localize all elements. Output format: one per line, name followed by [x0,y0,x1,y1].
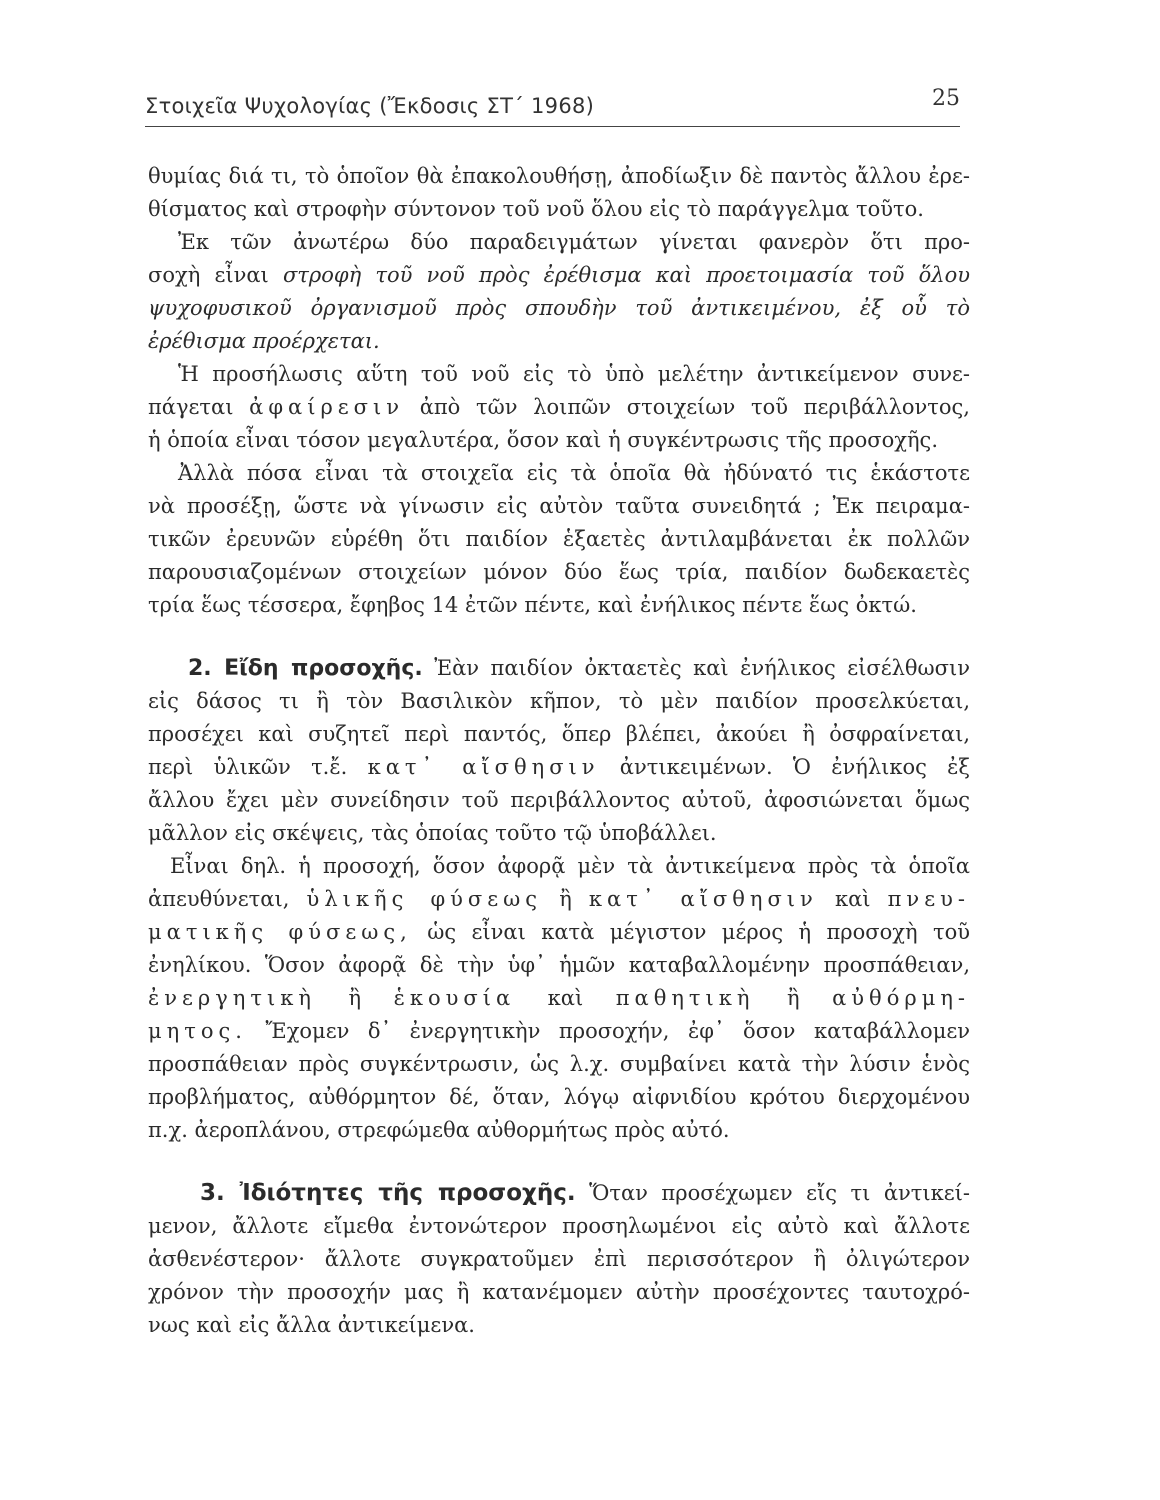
text-span: ὡς εἶναι κατὰ μέγιστον μέρος ἡ προσοχὴ τοῦ [427,920,970,944]
text-line: χρόνον τὴν προσοχήν μας ἢ κατανέμομεν αὐτὴν προσέχοντες ταυτοχρό- [148,1280,970,1304]
text-span: ἀπευθύνεται, [148,887,290,911]
text-span: Ἔχομεν δ᾽ ἐνεργητικὴν προσοχήν, ἐφ᾽ ὅσον καταβάλλομεν [265,1019,970,1043]
page-number: 25 [932,86,960,111]
text-line: μᾶλλον εἰς σκέψεις, τὰς ὁποίας τοῦτο τῷ ὑποβάλλει. [148,821,717,845]
running-title: Στοιχεῖα Ψυχολογίας (Ἔκδοσις ΣΤ΄ 1968) [145,94,595,118]
spaced-term: κατ᾽ αἴσθησιν [588,887,818,911]
spaced-term: ὑλικῆς φύσεως [306,887,543,911]
paragraph-kinds [148,850,970,1147]
paragraph-abstraction [148,358,970,457]
text-line [148,916,970,949]
text-span: ἢ [787,986,800,1010]
header-rule [145,126,960,127]
spaced-term: αὐθόρμη- [832,986,971,1010]
text-line: παρουσιαζομένων στοιχείων μόνον δύο ἕως τρία, παιδίον δωδεκαετὲς [148,560,970,584]
paragraph-definition [148,226,970,358]
text-line: νως καὶ εἰς ἄλλα ἀντικείμενα. [148,1313,475,1337]
spaced-term: παθητικὴ [615,986,755,1010]
text-line [148,883,970,916]
text-line: ψυχοφυσικοῦ ὀργανισμοῦ πρὸς σπουδὴν τοῦ ἀντικειμένου, ἐξ οὗ τὸ [148,296,970,320]
text-line: Ἀλλὰ πόσα εἶναι τὰ στοιχεῖα εἰς τὰ ὁποῖα θὰ ἠδύνατό τις ἑκάστοτε [178,461,970,485]
text-span: Ἐὰν παιδίον ὀκταετὲς καὶ ἐνήλικος εἰσέλθωσιν [434,656,970,680]
text-line: θυμίας διά τι, τὸ ὁποῖον θὰ ἐπακολουθήσῃ, ἀποδίωξιν δὲ παντὸς ἄλλου ἐρε- [148,164,970,188]
text-line: νὰ προσέξῃ, ὥστε νὰ γίνωσιν εἰς αὐτὸν ταῦτα συνειδητά ; Ἐκ πειραμα- [148,494,970,518]
text-line: π.χ. ἀεροπλάνου, στρεφώμεθα αὐθορμήτως πρὸς αὐτό. [148,1118,730,1142]
section-gap [148,1147,970,1177]
text-span: ἀπὸ τῶν λοιπῶν στοιχείων τοῦ περιβάλλοντος, [419,395,970,419]
text-line: Εἶναι δηλ. ἡ προσοχή, ὅσον ἀφορᾷ μὲν τὰ ἀντικείμενα πρὸς τὰ ὁποῖα [170,854,970,878]
section-types-of-attention [148,652,970,850]
spaced-term: μητος. [148,1019,247,1043]
text-line: ἡ ὁποία εἶναι τόσον μεγαλυτέρα, ὅσον καὶ ἡ συγκέντρωσις τῆς προσοχῆς. [148,428,938,452]
text-line: τικῶν ἐρευνῶν εὑρέθη ὅτι παιδίον ἑξαετὲς ἀντιλαμβάνεται ἐκ πολλῶν [148,527,970,551]
text-line: προσέχει καὶ συζητεῖ περὶ παντός, ὅπερ βλέπει, ἀκούει ἢ ὀσφραίνεται, [148,722,970,746]
spaced-term: ματικῆς φύσεως, [148,920,412,944]
text-line: ἄλλου ἔχει μὲν συνείδησιν τοῦ περιβάλλοντος αὐτοῦ, ἀφοσιώνεται ὅμως [148,788,970,812]
text-line [148,259,970,292]
section-heading: 2. Εἴδη προσοχῆς. [188,656,423,681]
text-line: θίσματος καὶ στροφὴν σύντονον τοῦ νοῦ ὅλου εἰς τὸ παράγγελμα τοῦτο. [148,197,924,221]
spaced-term: πνευ- [887,887,970,911]
text-span: σοχὴ εἶναι [148,263,269,287]
section-gap [148,622,970,652]
text-line [148,652,970,685]
spaced-term: κατ᾽ αἴσθησιν [367,755,600,779]
text-line: ἐρέθισμα προέρχεται. [148,329,380,353]
text-span: πάγεται [148,395,234,419]
paragraph-span-of-attention [148,457,970,622]
text-line: ἐνηλίκου. Ὅσον ἀφορᾷ δὲ τὴν ὑφ᾽ ἡμῶν καταβαλλομένην προσπάθειαν, [148,953,970,977]
text-span: καὶ [547,986,584,1010]
text-line: προβλήματος, αὐθόρμητον δέ, ὅταν, λόγῳ αἰφνιδίου κρότου διερχομένου [148,1085,970,1109]
text-line: προσπάθειαν πρὸς συγκέντρωσιν, ὡς λ.χ. συμβαίνει κατὰ τὴν λύσιν ἑνὸς [148,1052,970,1076]
text-line [148,982,970,1015]
paragraph-continuation [148,160,970,226]
text-line [148,391,970,424]
text-line [148,1015,970,1048]
text-span: Ὅταν προσέχωμεν εἴς τι ἀντικεί- [589,1181,970,1205]
running-head [145,86,960,128]
section-properties-of-attention [148,1177,970,1342]
text-span: ἢ [559,887,572,911]
body-text [148,160,970,1342]
text-line: Ἡ προσήλωσις αὕτη τοῦ νοῦ εἰς τὸ ὑπὸ μελέτην ἀντικείμενον συνε- [178,362,970,386]
text-span: ἢ [348,986,362,1010]
text-line [148,751,970,784]
text-line: εἰς δάσος τι ἢ τὸν Βασιλικὸν κῆπον, τὸ μὲν παιδίον προσελκύεται, [148,689,970,713]
text-line [148,1177,970,1210]
text-span: ἀντικειμένων. Ὁ ἐνήλικος ἐξ [619,755,970,779]
text-line: μενον, ἄλλοτε εἴμεθα ἐντονώτερον προσηλωμένοι εἰς αὐτὸ καὶ ἄλλοτε [148,1214,970,1238]
text-line: Ἐκ τῶν ἀνωτέρω δύο παραδειγμάτων γίνεται φανερὸν ὅτι προ- [178,230,970,254]
section-heading: 3. Ἰδιότητες τῆς προσοχῆς. [200,1180,576,1206]
text-span: περὶ ὑλικῶν τ.ἔ. [148,755,348,779]
spaced-term: ἐνεργητικὴ [148,986,316,1010]
text-line: τρία ἕως τέσσερα, ἔφηβος 14 ἐτῶν πέντε, καὶ ἐνήλικος πέντε ἕως ὀκτώ. [148,593,917,617]
text-span: καὶ [834,887,871,911]
spaced-term: ἑκουσία [393,986,516,1010]
spaced-term: ἀφαίρεσιν [249,395,405,419]
italic-definition: στροφὴ τοῦ νοῦ πρὸς ἐρέθισμα καὶ προετοιμασία τοῦ ὅλου [282,263,970,287]
text-line: ἀσθενέστερον· ἄλλοτε συγκρατοῦμεν ἐπὶ περισσότερον ἢ ὀλιγώτερον [148,1247,970,1271]
